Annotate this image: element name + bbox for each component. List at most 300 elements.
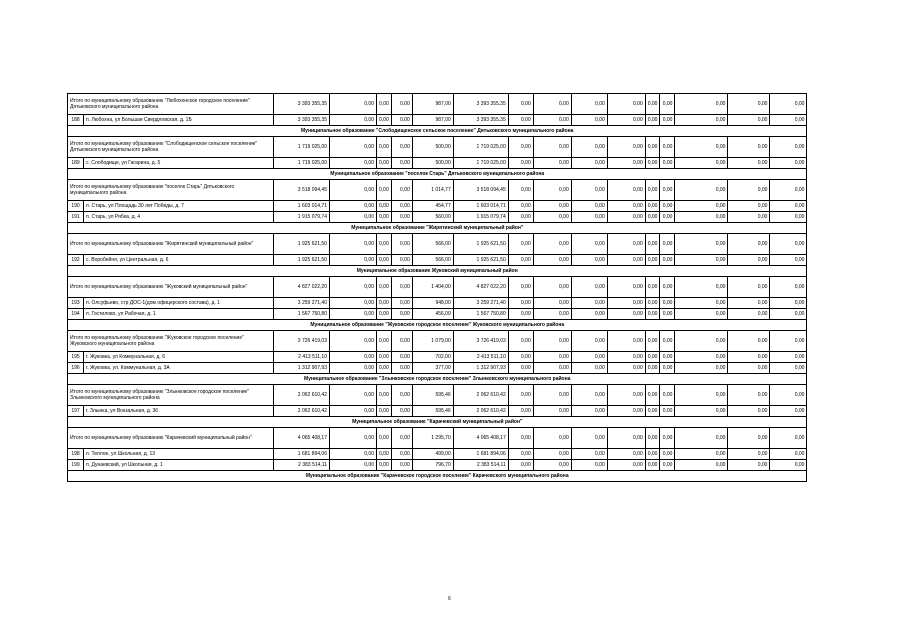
value-cell: 0,00 bbox=[330, 255, 377, 266]
value-cell: 0,00 bbox=[377, 363, 392, 374]
value-cell: 0,00 bbox=[660, 449, 675, 460]
value-cell: 0,00 bbox=[377, 298, 392, 309]
value-cell: 948,00 bbox=[412, 298, 453, 309]
row-number: 189 bbox=[68, 158, 84, 169]
value-cell: 0,00 bbox=[660, 255, 675, 266]
capital-repair-table bbox=[67, 93, 807, 482]
row-number: 195 bbox=[68, 352, 84, 363]
value-cell: 0,00 bbox=[571, 115, 607, 126]
value-cell: 0,00 bbox=[607, 406, 645, 417]
value-cell: 0,00 bbox=[330, 428, 377, 449]
value-cell: 0,00 bbox=[675, 449, 728, 460]
value-cell: 0,00 bbox=[728, 449, 770, 460]
subtotal-row bbox=[68, 234, 807, 255]
value-cell: 0,00 bbox=[330, 212, 377, 223]
section-header-row bbox=[68, 223, 807, 234]
value-cell: 0,00 bbox=[770, 158, 807, 169]
value-cell: 0,00 bbox=[660, 201, 675, 212]
value-cell: 0,00 bbox=[533, 212, 571, 223]
value-cell: 0,00 bbox=[728, 298, 770, 309]
address-cell: п. Дунаевский, ул Школьная, д. 1 bbox=[84, 460, 274, 471]
address-cell: п. Любохна, ул Большая Свердловская, д. 1Б bbox=[84, 115, 274, 126]
table-row bbox=[68, 460, 807, 471]
value-cell: 0,00 bbox=[770, 352, 807, 363]
value-cell: 0,00 bbox=[675, 234, 728, 255]
address-cell: п. Старь, ул Рябка, д. 4 bbox=[84, 212, 274, 223]
value-cell: 0,00 bbox=[675, 460, 728, 471]
value-cell: 0,00 bbox=[607, 449, 645, 460]
value-cell: 0,00 bbox=[508, 428, 533, 449]
value-cell: 0,00 bbox=[330, 137, 377, 158]
value-cell: 1 925 621,50 bbox=[274, 255, 330, 266]
subtotal-label: Итого по муниципальному образованию "Жуковский муниципальный район" bbox=[68, 277, 274, 298]
value-cell: 0,00 bbox=[607, 212, 645, 223]
section-title: Муниципальное образование Жуковский муниципальный район bbox=[68, 266, 807, 277]
value-cell: 0,00 bbox=[607, 428, 645, 449]
value-cell: 0,00 bbox=[391, 449, 412, 460]
value-cell: 0,00 bbox=[660, 309, 675, 320]
value-cell: 0,00 bbox=[770, 94, 807, 115]
value-cell: 0,00 bbox=[377, 460, 392, 471]
value-cell: 0,00 bbox=[391, 277, 412, 298]
subtotal-row bbox=[68, 137, 807, 158]
value-cell: 4 827 022,20 bbox=[453, 277, 508, 298]
value-cell: 0,00 bbox=[607, 115, 645, 126]
value-cell: 0,00 bbox=[330, 277, 377, 298]
value-cell: 0,00 bbox=[391, 201, 412, 212]
value-cell: 0,00 bbox=[728, 180, 770, 201]
value-cell: 1 567 750,80 bbox=[274, 309, 330, 320]
value-cell: 0,00 bbox=[660, 137, 675, 158]
value-cell: 0,00 bbox=[571, 137, 607, 158]
value-cell: 0,00 bbox=[377, 428, 392, 449]
value-cell: 0,00 bbox=[660, 94, 675, 115]
value-cell: 0,00 bbox=[728, 352, 770, 363]
value-cell: 0,00 bbox=[607, 309, 645, 320]
value-cell: 0,00 bbox=[607, 94, 645, 115]
value-cell: 0,00 bbox=[728, 385, 770, 406]
value-cell: 0,00 bbox=[660, 180, 675, 201]
value-cell: 0,00 bbox=[533, 352, 571, 363]
value-cell: 0,00 bbox=[770, 428, 807, 449]
subtotal-row bbox=[68, 331, 807, 352]
value-cell: 2 062 610,42 bbox=[274, 406, 330, 417]
value-cell: 0,00 bbox=[508, 234, 533, 255]
value-cell: 0,00 bbox=[533, 201, 571, 212]
value-cell: 0,00 bbox=[508, 352, 533, 363]
value-cell: 0,00 bbox=[675, 180, 728, 201]
value-cell: 1 603 014,71 bbox=[274, 201, 330, 212]
value-cell: 0,00 bbox=[571, 180, 607, 201]
value-cell: 0,00 bbox=[660, 428, 675, 449]
value-cell: 0,00 bbox=[533, 460, 571, 471]
value-cell: 0,00 bbox=[533, 158, 571, 169]
value-cell: 0,00 bbox=[571, 460, 607, 471]
subtotal-label: Итого по муниципальному образованию "Слободищенское сельское поселение" Дятьковского муниципального района bbox=[68, 137, 274, 158]
value-cell: 560,00 bbox=[412, 212, 453, 223]
value-cell: 0,00 bbox=[533, 309, 571, 320]
value-cell: 0,00 bbox=[533, 363, 571, 374]
value-cell: 0,00 bbox=[391, 331, 412, 352]
value-cell: 3 393 355,35 bbox=[274, 115, 330, 126]
value-cell: 3 393 355,35 bbox=[274, 94, 330, 115]
value-cell: 0,00 bbox=[675, 94, 728, 115]
value-cell: 1 603 014,71 bbox=[453, 201, 508, 212]
value-cell: 0,00 bbox=[675, 115, 728, 126]
value-cell: 566,00 bbox=[412, 234, 453, 255]
value-cell: 0,00 bbox=[508, 180, 533, 201]
value-cell: 0,00 bbox=[330, 406, 377, 417]
row-number: 199 bbox=[68, 460, 84, 471]
value-cell: 0,00 bbox=[330, 460, 377, 471]
value-cell: 595,46 bbox=[412, 385, 453, 406]
value-cell: 0,00 bbox=[508, 331, 533, 352]
address-cell: г. Жуковка, ул Коммунальная, д. 6 bbox=[84, 352, 274, 363]
value-cell: 0,00 bbox=[571, 94, 607, 115]
address-cell: г. Злынка, ул Вокзальная, д. 36 bbox=[84, 406, 274, 417]
value-cell: 0,00 bbox=[571, 352, 607, 363]
value-cell: 1 719 025,00 bbox=[453, 158, 508, 169]
table-row bbox=[68, 201, 807, 212]
value-cell: 0,00 bbox=[660, 385, 675, 406]
section-title: Муниципальное образование "Злынковское городское поселение" Злынковского муниципального района bbox=[68, 374, 807, 385]
value-cell: 0,00 bbox=[728, 115, 770, 126]
value-cell: 0,00 bbox=[330, 201, 377, 212]
value-cell: 0,00 bbox=[571, 428, 607, 449]
value-cell: 2 383 514,11 bbox=[274, 460, 330, 471]
value-cell: 0,00 bbox=[770, 309, 807, 320]
value-cell: 0,00 bbox=[330, 234, 377, 255]
value-cell: 0,00 bbox=[728, 201, 770, 212]
value-cell: 0,00 bbox=[508, 94, 533, 115]
value-cell: 0,00 bbox=[508, 201, 533, 212]
table-row bbox=[68, 309, 807, 320]
page-number: 6 bbox=[448, 596, 451, 602]
value-cell: 500,00 bbox=[412, 158, 453, 169]
value-cell: 0,00 bbox=[391, 309, 412, 320]
table-row bbox=[68, 158, 807, 169]
value-cell: 0,00 bbox=[508, 158, 533, 169]
value-cell: 0,00 bbox=[330, 115, 377, 126]
table-row bbox=[68, 352, 807, 363]
value-cell: 0,00 bbox=[330, 94, 377, 115]
value-cell: 0,00 bbox=[607, 298, 645, 309]
row-number: 196 bbox=[68, 363, 84, 374]
value-cell: 0,00 bbox=[330, 352, 377, 363]
value-cell: 0,00 bbox=[330, 158, 377, 169]
value-cell: 0,00 bbox=[675, 158, 728, 169]
value-cell: 0,00 bbox=[533, 234, 571, 255]
value-cell: 0,00 bbox=[607, 331, 645, 352]
row-number: 188 bbox=[68, 115, 84, 126]
value-cell: 0,00 bbox=[675, 201, 728, 212]
value-cell: 0,00 bbox=[770, 234, 807, 255]
value-cell: 0,00 bbox=[377, 180, 392, 201]
subtotal-label: Итого по муниципальному образованию "Жирятинский муниципальный район" bbox=[68, 234, 274, 255]
row-number: 190 bbox=[68, 201, 84, 212]
value-cell: 0,00 bbox=[660, 352, 675, 363]
value-cell: 0,00 bbox=[728, 428, 770, 449]
value-cell: 0,00 bbox=[330, 180, 377, 201]
value-cell: 796,70 bbox=[412, 460, 453, 471]
value-cell: 0,00 bbox=[660, 460, 675, 471]
value-cell: 0,00 bbox=[728, 94, 770, 115]
table-row bbox=[68, 449, 807, 460]
section-header-row bbox=[68, 417, 807, 428]
section-header-row bbox=[68, 126, 807, 137]
value-cell: 0,00 bbox=[377, 277, 392, 298]
value-cell: 0,00 bbox=[508, 255, 533, 266]
value-cell: 0,00 bbox=[377, 115, 392, 126]
value-cell: 3 518 094,45 bbox=[274, 180, 330, 201]
value-cell: 0,00 bbox=[391, 352, 412, 363]
value-cell: 0,00 bbox=[533, 428, 571, 449]
subtotal-label: Итого по муниципальному образованию "Жуковское городское поселение" Жуковского муниципального района bbox=[68, 331, 274, 352]
value-cell: 0,00 bbox=[607, 201, 645, 212]
value-cell: 0,00 bbox=[645, 449, 660, 460]
value-cell: 377,00 bbox=[412, 363, 453, 374]
value-cell: 0,00 bbox=[391, 255, 412, 266]
value-cell: 1 567 750,80 bbox=[453, 309, 508, 320]
row-number: 192 bbox=[68, 255, 84, 266]
value-cell: 500,00 bbox=[412, 137, 453, 158]
value-cell: 0,00 bbox=[607, 158, 645, 169]
value-cell: 0,00 bbox=[533, 406, 571, 417]
value-cell: 987,00 bbox=[412, 115, 453, 126]
value-cell: 0,00 bbox=[770, 460, 807, 471]
value-cell: 0,00 bbox=[728, 212, 770, 223]
value-cell: 0,00 bbox=[660, 331, 675, 352]
value-cell: 0,00 bbox=[770, 298, 807, 309]
value-cell: 0,00 bbox=[728, 309, 770, 320]
value-cell: 0,00 bbox=[391, 363, 412, 374]
value-cell: 0,00 bbox=[533, 277, 571, 298]
document-sheet bbox=[67, 93, 807, 482]
value-cell: 0,00 bbox=[508, 385, 533, 406]
value-cell: 0,00 bbox=[508, 298, 533, 309]
value-cell: 3 726 419,03 bbox=[453, 331, 508, 352]
row-number: 198 bbox=[68, 449, 84, 460]
value-cell: 0,00 bbox=[571, 212, 607, 223]
value-cell: 0,00 bbox=[675, 212, 728, 223]
value-cell: 0,00 bbox=[675, 428, 728, 449]
value-cell: 0,00 bbox=[508, 277, 533, 298]
value-cell: 0,00 bbox=[391, 406, 412, 417]
value-cell: 1 925 621,50 bbox=[453, 255, 508, 266]
value-cell: 0,00 bbox=[391, 385, 412, 406]
value-cell: 0,00 bbox=[675, 277, 728, 298]
value-cell: 1 079,00 bbox=[412, 331, 453, 352]
value-cell: 3 259 271,40 bbox=[274, 298, 330, 309]
value-cell: 0,00 bbox=[391, 234, 412, 255]
value-cell: 0,00 bbox=[571, 277, 607, 298]
value-cell: 1 925 621,50 bbox=[453, 234, 508, 255]
table-row bbox=[68, 212, 807, 223]
value-cell: 0,00 bbox=[508, 449, 533, 460]
value-cell: 0,00 bbox=[660, 115, 675, 126]
table-row bbox=[68, 363, 807, 374]
value-cell: 0,00 bbox=[571, 406, 607, 417]
value-cell: 0,00 bbox=[770, 137, 807, 158]
table-body bbox=[68, 94, 807, 482]
value-cell: 0,00 bbox=[377, 158, 392, 169]
value-cell: 0,00 bbox=[391, 298, 412, 309]
value-cell: 0,00 bbox=[607, 460, 645, 471]
table-row bbox=[68, 255, 807, 266]
value-cell: 0,00 bbox=[645, 94, 660, 115]
address-cell: с. Слободище, ул Гагарина, д. 5 bbox=[84, 158, 274, 169]
value-cell: 0,00 bbox=[660, 234, 675, 255]
value-cell: 0,00 bbox=[675, 406, 728, 417]
value-cell: 0,00 bbox=[377, 385, 392, 406]
value-cell: 0,00 bbox=[330, 449, 377, 460]
value-cell: 0,00 bbox=[660, 406, 675, 417]
value-cell: 0,00 bbox=[607, 363, 645, 374]
row-number: 194 bbox=[68, 309, 84, 320]
value-cell: 1 925 621,50 bbox=[274, 234, 330, 255]
value-cell: 0,00 bbox=[571, 255, 607, 266]
address-cell: с. Воробейня, ул Центральная, д. 6 bbox=[84, 255, 274, 266]
value-cell: 0,00 bbox=[533, 449, 571, 460]
value-cell: 0,00 bbox=[607, 137, 645, 158]
value-cell: 0,00 bbox=[377, 255, 392, 266]
value-cell: 1 719 025,00 bbox=[453, 137, 508, 158]
value-cell: 0,00 bbox=[571, 298, 607, 309]
value-cell: 0,00 bbox=[675, 352, 728, 363]
value-cell: 0,00 bbox=[508, 309, 533, 320]
value-cell: 0,00 bbox=[377, 212, 392, 223]
value-cell: 0,00 bbox=[675, 363, 728, 374]
subtotal-row bbox=[68, 180, 807, 201]
value-cell: 0,00 bbox=[571, 363, 607, 374]
section-header-row bbox=[68, 266, 807, 277]
value-cell: 0,00 bbox=[391, 460, 412, 471]
subtotal-label: Итого по муниципальному образованию "Любохонское городское поселение" Дятьковского муниципального района bbox=[68, 94, 274, 115]
value-cell: 0,00 bbox=[645, 137, 660, 158]
value-cell: 0,00 bbox=[660, 298, 675, 309]
value-cell: 0,00 bbox=[770, 363, 807, 374]
value-cell: 1 915 079,74 bbox=[274, 212, 330, 223]
section-header-row bbox=[68, 169, 807, 180]
value-cell: 0,00 bbox=[770, 385, 807, 406]
value-cell: 0,00 bbox=[571, 385, 607, 406]
value-cell: 0,00 bbox=[377, 449, 392, 460]
value-cell: 0,00 bbox=[645, 363, 660, 374]
value-cell: 0,00 bbox=[391, 158, 412, 169]
value-cell: 0,00 bbox=[533, 180, 571, 201]
value-cell: 0,00 bbox=[645, 255, 660, 266]
value-cell: 4 065 408,17 bbox=[453, 428, 508, 449]
value-cell: 3 393 355,35 bbox=[453, 94, 508, 115]
table-row bbox=[68, 115, 807, 126]
row-number: 197 bbox=[68, 406, 84, 417]
value-cell: 0,00 bbox=[377, 309, 392, 320]
value-cell: 0,00 bbox=[645, 352, 660, 363]
value-cell: 0,00 bbox=[330, 309, 377, 320]
value-cell: 0,00 bbox=[508, 137, 533, 158]
section-title: Муниципальное образование "Жуковское городское поселение" Жуковского муниципального района bbox=[68, 320, 807, 331]
row-number: 191 bbox=[68, 212, 84, 223]
value-cell: 0,00 bbox=[728, 158, 770, 169]
value-cell: 595,46 bbox=[412, 406, 453, 417]
value-cell: 0,00 bbox=[377, 94, 392, 115]
value-cell: 456,00 bbox=[412, 309, 453, 320]
value-cell: 2 413 511,10 bbox=[274, 352, 330, 363]
value-cell: 0,00 bbox=[728, 255, 770, 266]
subtotal-label: Итого по муниципальному образованию "Злынковское городское поселение" Злынковского муниципального района bbox=[68, 385, 274, 406]
value-cell: 0,00 bbox=[607, 277, 645, 298]
value-cell: 0,00 bbox=[728, 460, 770, 471]
table-row bbox=[68, 406, 807, 417]
value-cell: 0,00 bbox=[330, 385, 377, 406]
value-cell: 0,00 bbox=[391, 115, 412, 126]
section-title: Муниципальное образование "Карачевский муниципальный район" bbox=[68, 417, 807, 428]
subtotal-row bbox=[68, 385, 807, 406]
value-cell: 702,00 bbox=[412, 352, 453, 363]
value-cell: 0,00 bbox=[660, 212, 675, 223]
value-cell: 0,00 bbox=[728, 277, 770, 298]
value-cell: 0,00 bbox=[770, 406, 807, 417]
value-cell: 0,00 bbox=[508, 406, 533, 417]
subtotal-label: Итого по муниципальному образованию "Карачевский муниципальный район" bbox=[68, 428, 274, 449]
value-cell: 2 413 511,10 bbox=[453, 352, 508, 363]
value-cell: 0,00 bbox=[645, 298, 660, 309]
section-title: Муниципальное образование "поселок Старь" Дятьковского муниципального района bbox=[68, 169, 807, 180]
value-cell: 0,00 bbox=[330, 331, 377, 352]
section-title: Муниципальное образование "Жирятинский муниципальный район" bbox=[68, 223, 807, 234]
value-cell: 1 295,70 bbox=[412, 428, 453, 449]
value-cell: 0,00 bbox=[391, 428, 412, 449]
value-cell: 1 404,00 bbox=[412, 277, 453, 298]
value-cell: 0,00 bbox=[607, 385, 645, 406]
section-header-row bbox=[68, 320, 807, 331]
value-cell: 0,00 bbox=[645, 234, 660, 255]
value-cell: 1 681 894,06 bbox=[453, 449, 508, 460]
value-cell: 0,00 bbox=[645, 158, 660, 169]
value-cell: 0,00 bbox=[571, 158, 607, 169]
address-cell: п. Старь, ул Площадь 30 лет Победы, д. 7 bbox=[84, 201, 274, 212]
value-cell: 0,00 bbox=[607, 352, 645, 363]
value-cell: 0,00 bbox=[675, 385, 728, 406]
value-cell: 0,00 bbox=[533, 331, 571, 352]
value-cell: 0,00 bbox=[645, 180, 660, 201]
value-cell: 0,00 bbox=[391, 94, 412, 115]
address-cell: п. Теплое, ул Школьная, д. 13 bbox=[84, 449, 274, 460]
value-cell: 0,00 bbox=[770, 201, 807, 212]
value-cell: 0,00 bbox=[533, 137, 571, 158]
value-cell: 0,00 bbox=[391, 137, 412, 158]
value-cell: 0,00 bbox=[645, 428, 660, 449]
value-cell: 0,00 bbox=[645, 406, 660, 417]
value-cell: 0,00 bbox=[728, 331, 770, 352]
subtotal-row bbox=[68, 94, 807, 115]
value-cell: 3 259 271,40 bbox=[453, 298, 508, 309]
value-cell: 0,00 bbox=[330, 363, 377, 374]
value-cell: 0,00 bbox=[377, 234, 392, 255]
value-cell: 0,00 bbox=[675, 298, 728, 309]
subtotal-row bbox=[68, 428, 807, 449]
value-cell: 0,00 bbox=[660, 158, 675, 169]
subtotal-row bbox=[68, 277, 807, 298]
value-cell: 0,00 bbox=[571, 449, 607, 460]
value-cell: 4 065 408,17 bbox=[274, 428, 330, 449]
value-cell: 0,00 bbox=[645, 277, 660, 298]
table-row bbox=[68, 298, 807, 309]
value-cell: 1 719 025,00 bbox=[274, 158, 330, 169]
value-cell: 4 827 022,20 bbox=[274, 277, 330, 298]
section-header-row bbox=[68, 471, 807, 482]
value-cell: 0,00 bbox=[728, 137, 770, 158]
